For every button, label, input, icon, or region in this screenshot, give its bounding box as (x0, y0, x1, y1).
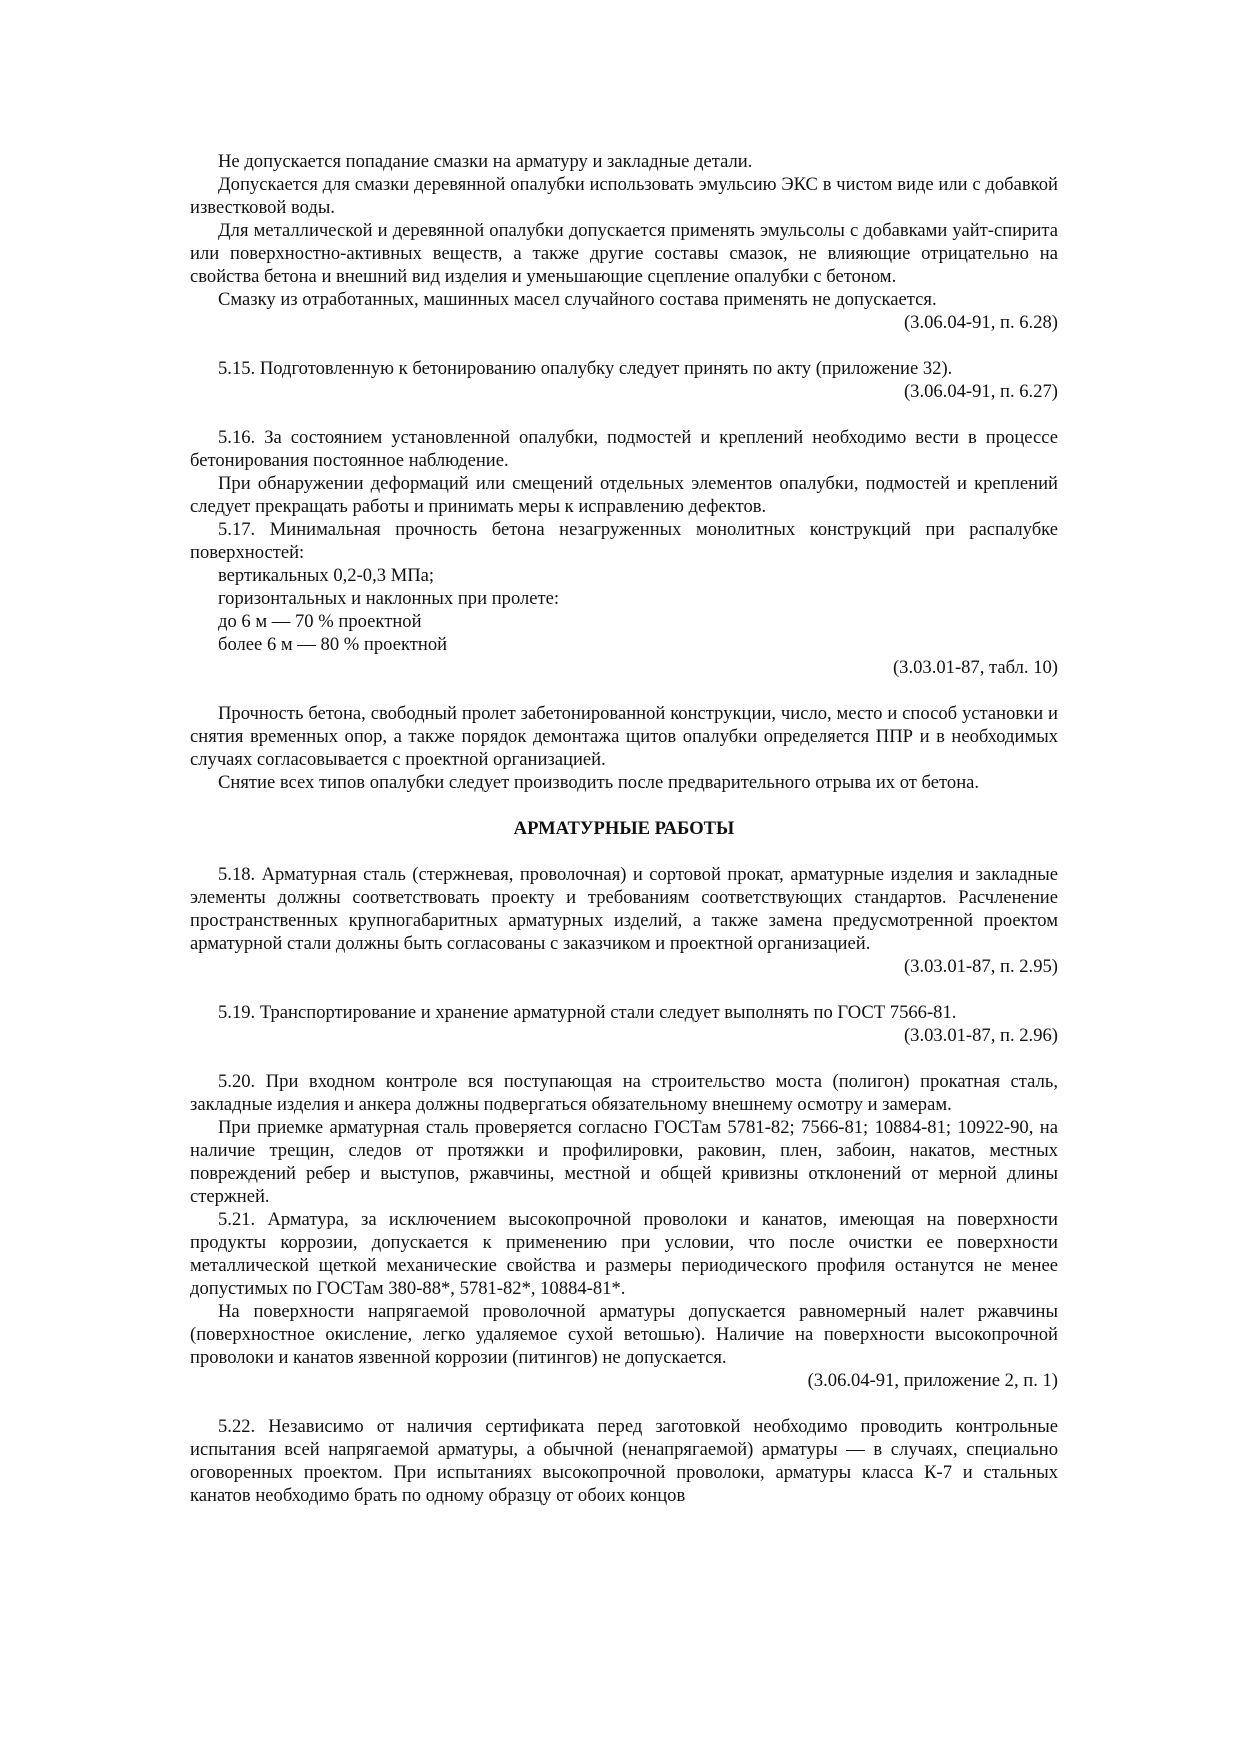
document-page (190, 150, 1058, 1507)
paragraph-5-20-acceptance: При приемке арматурная сталь проверяется согласно ГОСТам 5781-82; 7566-81; 10884-81; 10922-90, на наличие трещин, следов от протяжки и профилировки, раковин, плен, забоин, накатов, местных повреждений ребер и выступов, ржавчины, местной и общей кривизны отклонений от мерной длины стержней. (190, 1117, 1058, 1207)
spacer (190, 978, 1058, 1001)
list-item: горизонтальных и наклонных при пролете: (218, 588, 560, 609)
spacer (190, 1047, 1058, 1070)
list-item: вертикальных 0,2-0,3 МПа; (218, 565, 435, 586)
reference-note: (3.06.04-91, п. 6.27) (903, 381, 1058, 402)
list-item: более 6 м — 80 % проектной (218, 634, 448, 655)
paragraph-5-22: 5.22. Независимо от наличия сертификата перед заготовкой необходимо проводить контрольные испытания всей напрягаемой арматуры, а обычной (ненапрягаемой) арматуры — в случаях, специально оговоренных проектом. При испытаниях высокопрочной проволоки, арматуры класса К-7 и стальных канатов необходимо брать по одному образцу от обоих концов (190, 1416, 1058, 1506)
paragraph-eks-emulsion: Допускается для смазки деревянной опалубки использовать эмульсию ЭКС в чистом виде или с добавкой известковой воды. (190, 174, 1058, 218)
spacer (190, 840, 1058, 863)
paragraph-5-20: 5.20. При входном контроле вся поступающая на строительство моста (полигон) прокатная сталь, закладные изделия и анкера должны подвергаться обязательному внешнему осмотру и замерам. (190, 1071, 1058, 1115)
reference-note: (3.06.04-91, приложение 2, п. 1) (807, 1370, 1058, 1391)
spacer (190, 403, 1058, 426)
reference-note: (3.03.01-87, п. 2.95) (903, 956, 1058, 977)
paragraph-emulsols: Для металлической и деревянной опалубки допускается применять эмульсолы с добавками уайт-спирита или поверхностно-активных веществ, а также другие составы смазок, не влияющие отрицательно на свойства бетона и внешний вид изделия и уменьшающие сцепление опалубки с бетоном. (190, 220, 1058, 287)
spacer (190, 1392, 1058, 1415)
reference-note: (3.06.04-91, п. 6.28) (903, 312, 1058, 333)
reference-note: (3.03.01-87, табл. 10) (892, 657, 1058, 678)
spacer (190, 679, 1058, 702)
paragraph-5-19: 5.19. Транспортирование и хранение арматурной стали следует выполнять по ГОСТ 7566-81. (218, 1002, 957, 1023)
paragraph-5-21-rust: На поверхности напрягаемой проволочной арматуры допускается равномерный налет ржавчины (поверхностное окисление, легко удаляемое сухой ветошью). Наличие на поверхности высокопрочной проволоки и канатов язвенной коррозии (питингов) не допускается. (190, 1301, 1058, 1368)
paragraph-5-16: 5.16. За состоянием установленной опалубки, подмостей и креплений необходимо вести в процессе бетонирования постоянное наблюдение. (190, 427, 1058, 471)
paragraph-5-21: 5.21. Арматура, за исключением высокопрочной проволоки и канатов, имеющая на поверхности продукты коррозии, допускается к применению при условии, что после очистки ее поверхности металлической щеткой механические свойства и размеры периодического профиля останутся не менее допустимых по ГОСТам 380-88*, 5781-82*, 10884-81*. (190, 1209, 1058, 1299)
paragraph-waste-oils: Смазку из отработанных, машинных масел случайного состава применять не допускается. (218, 289, 937, 310)
list-item: до 6 м — 70 % проектной (218, 611, 422, 632)
paragraph-5-16-deformations: При обнаружении деформаций или смещений отдельных элементов опалубки, подмостей и креплений следует прекращать работы и принимать меры к исправлению дефектов. (190, 473, 1058, 517)
paragraph-5-15: 5.15. Подготовленную к бетонированию опалубку следует принять по акту (приложение 32). (218, 358, 953, 379)
paragraph-5-17-removal: Снятие всех типов опалубки следует производить после предварительного отрыва их от бетона. (218, 772, 980, 793)
paragraph-lubricant-ban: Не допускается попадание смазки на арматуру и закладные детали. (218, 151, 753, 172)
spacer (190, 334, 1058, 357)
paragraph-5-18: 5.18. Арматурная сталь (стержневая, проволочная) и сортовой прокат, арматурные изделия и закладные элементы должны соответствовать проекту и требованиям соответствующих стандартов. Расчленение пространственных крупногабаритных арматурных изделий, а также замена предусмотренной проектом арматурной стали должны быть согласованы с заказчиком и проектной организацией. (190, 864, 1058, 954)
section-heading: АРМАТУРНЫЕ РАБОТЫ (513, 818, 735, 839)
reference-note: (3.03.01-87, п. 2.96) (903, 1025, 1058, 1046)
paragraph-5-17-strength: Прочность бетона, свободный пролет забетонированной конструкции, число, место и способ установки и снятия временных опор, а также порядок демонтажа щитов опалубки определяется ППР и в необходимых случаях согласовывается с проектной организацией. (190, 703, 1058, 770)
paragraph-5-17: 5.17. Минимальная прочность бетона незагруженных монолитных конструкций при распалубке поверхностей: (190, 519, 1058, 563)
spacer (190, 794, 1058, 817)
